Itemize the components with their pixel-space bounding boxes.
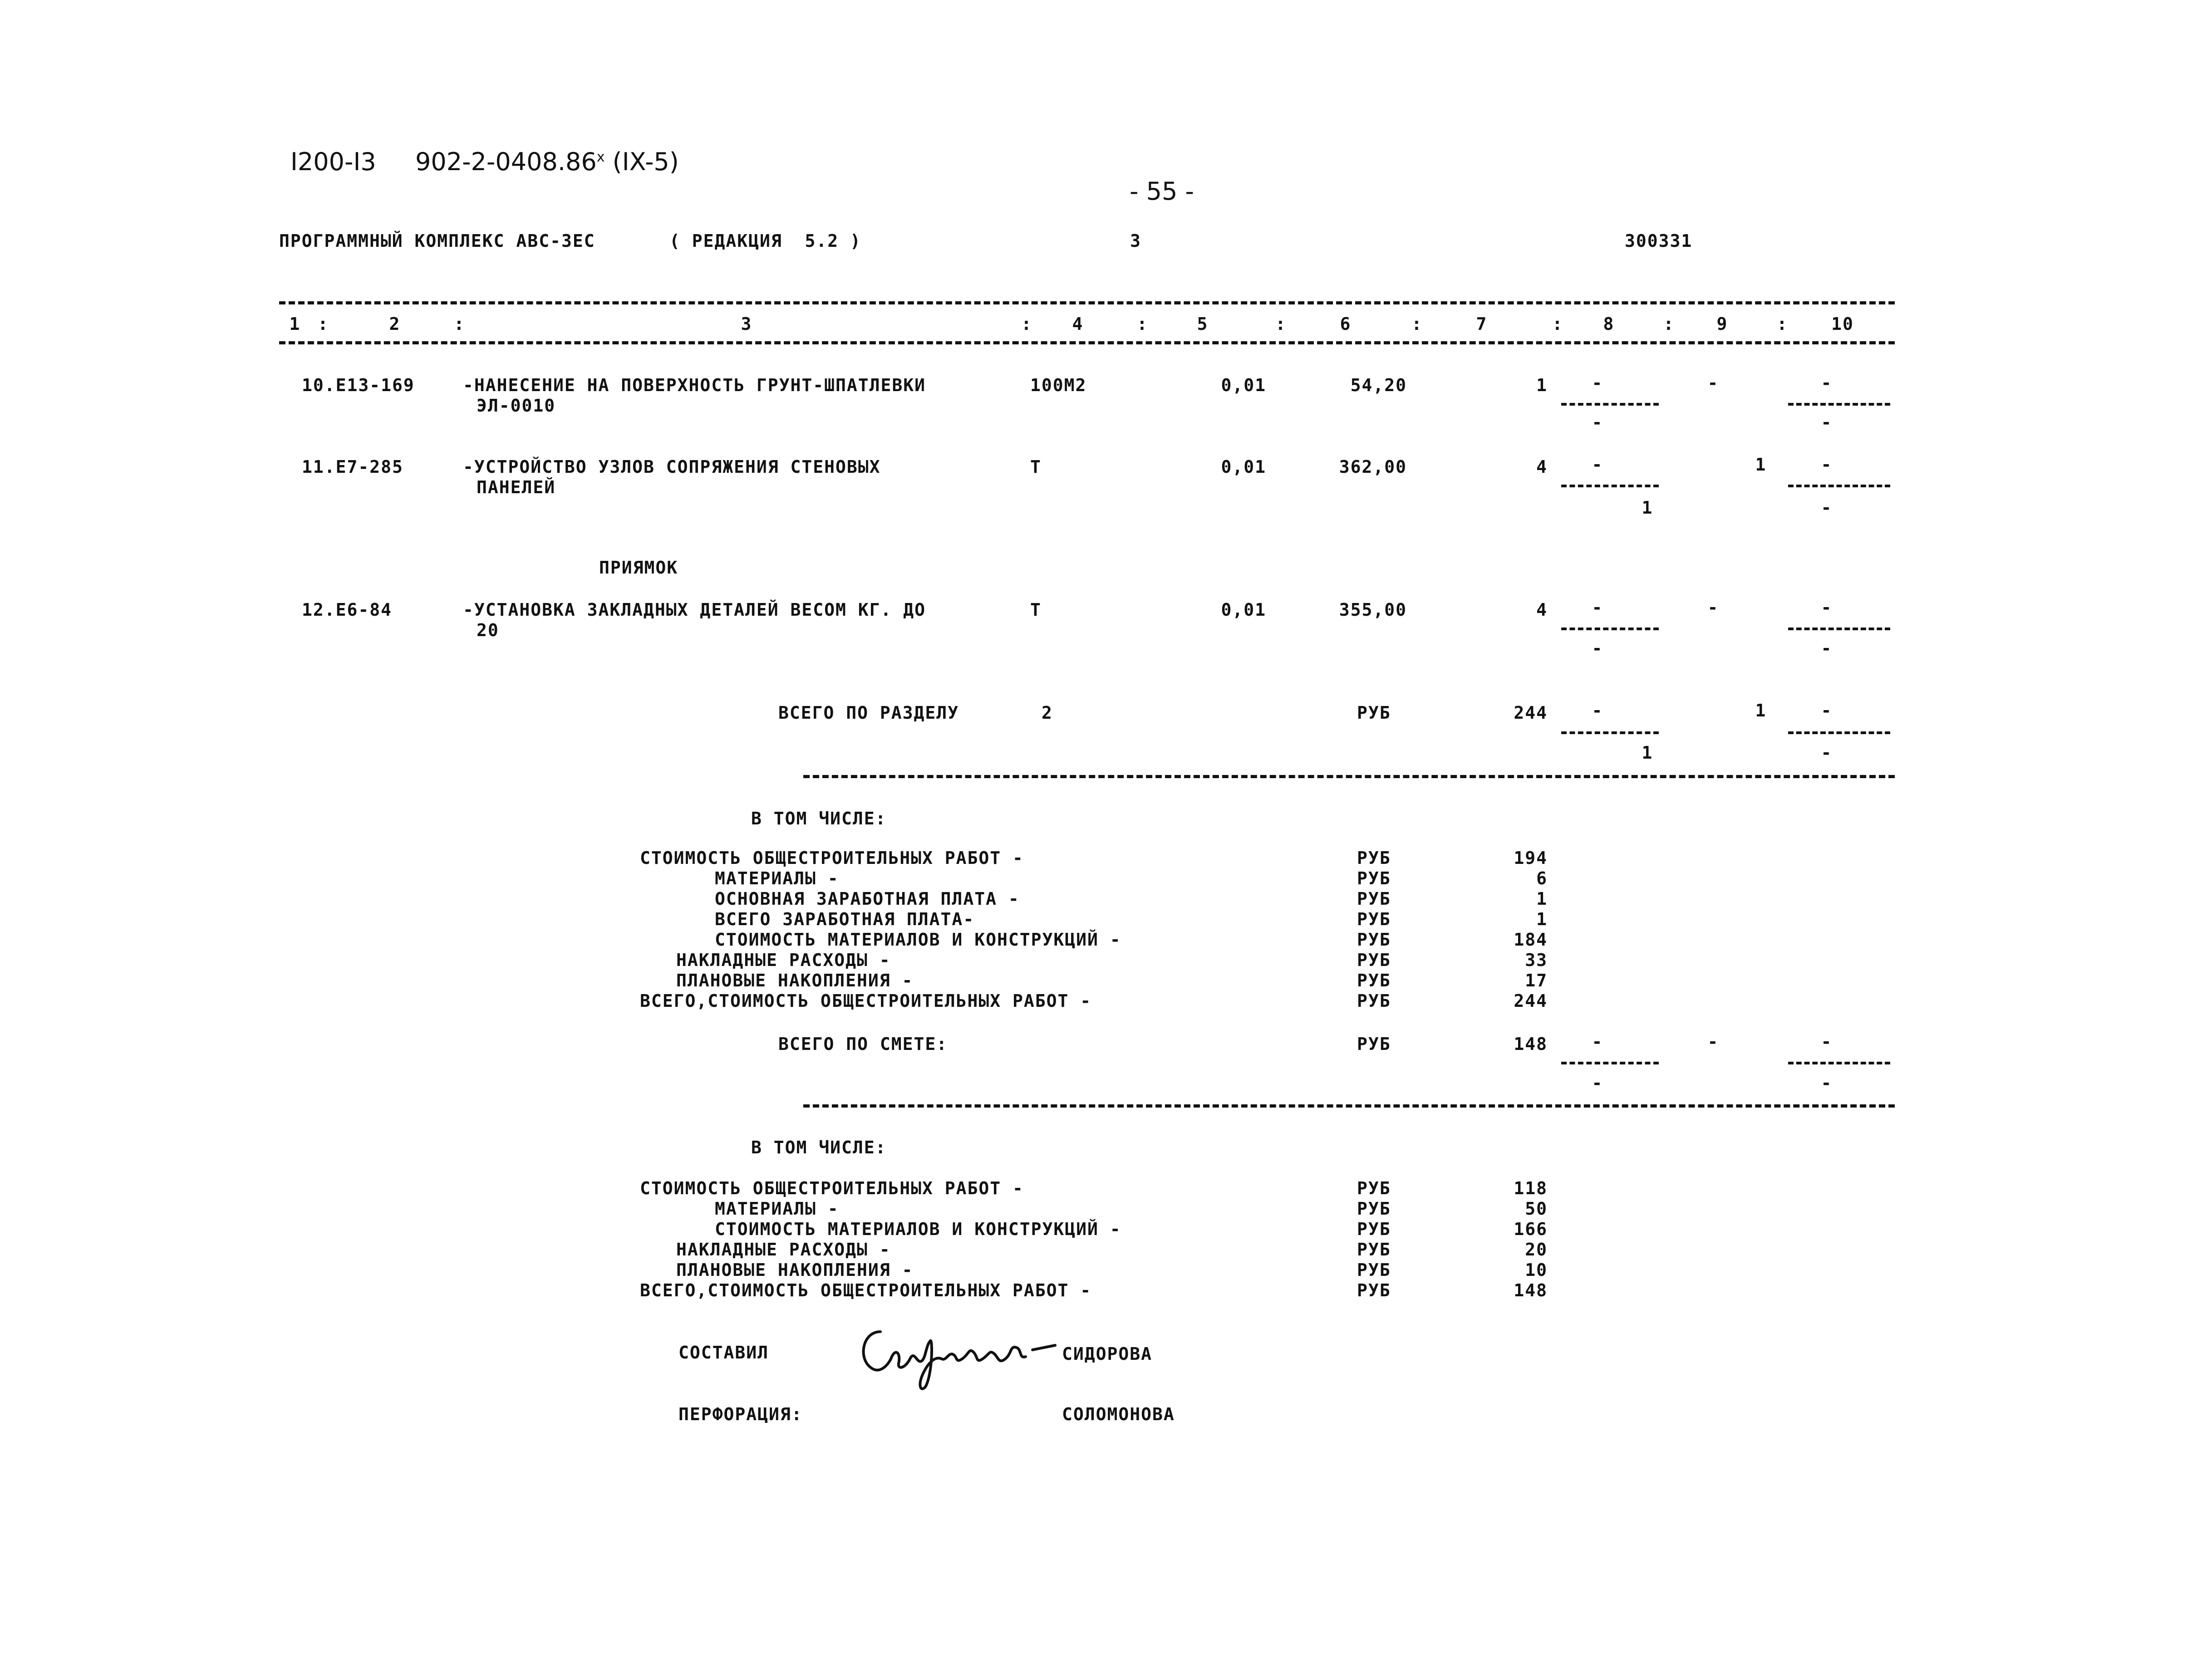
breakdown-label: ОСНОВНАЯ ЗАРАБОТНАЯ ПЛАТА - (715, 889, 1020, 909)
breakdown-label: ВСЕГО ЗАРАБОТНАЯ ПЛАТА- (715, 909, 975, 929)
col-4: 4 (1072, 314, 1084, 334)
section-total-rule (803, 775, 1895, 778)
estimate-total-col8-lower: - (1592, 1073, 1603, 1093)
table-top-rule (279, 301, 1895, 304)
item-code: 11.Е7-285 (302, 457, 403, 477)
fraction-rule (1561, 731, 1659, 734)
breakdown-label: СТОИМОСТЬ МАТЕРИАЛОВ И КОНСТРУКЦИЙ - (715, 930, 1121, 950)
breakdown-unit: РУБ (1357, 1280, 1391, 1300)
col-6: 6 (1340, 314, 1352, 334)
section-heading: ПРИЯМОК (599, 558, 678, 578)
section-total-num: 2 (1042, 703, 1053, 723)
item-description: -УСТАНОВКА ЗАКЛАДНЫХ ДЕТАЛЕЙ ВЕСОМ КГ. ДО (463, 600, 926, 620)
breakdown-value: 1 (1536, 909, 1548, 929)
perforation-name: СОЛОМОНОВА (1062, 1404, 1175, 1424)
section-total-unit: РУБ (1357, 703, 1391, 723)
compiled-name: СИДОРОВА (1062, 1344, 1153, 1364)
col-2: 2 (389, 314, 401, 334)
breakdown-label: НАКЛАДНЫЕ РАСХОДЫ - (676, 1240, 891, 1260)
item-description: ПАНЕЛЕЙ (477, 477, 556, 497)
breakdown-heading: В ТОМ ЧИСЛЕ: (751, 1137, 887, 1157)
program-edition: ( РЕДАКЦИЯ 5.2 ) (669, 231, 861, 251)
item-col8: - (1592, 598, 1603, 618)
estimate-total-label: ВСЕГО ПО СМЕТЕ: (778, 1034, 948, 1054)
breakdown-unit: РУБ (1357, 1199, 1391, 1219)
breakdown-unit: РУБ (1357, 909, 1391, 929)
fraction-rule (1788, 485, 1890, 487)
breakdown-label: ПЛАНОВЫЕ НАКОПЛЕНИЯ - (676, 1260, 914, 1280)
breakdown-label: МАТЕРИАЛЫ - (715, 1199, 839, 1219)
project-number: 902-2-0408.86$^x$ (IX-5) (415, 147, 679, 176)
item-col10-lower: - (1821, 638, 1833, 658)
item-col9: - (1707, 373, 1719, 393)
fraction-rule (1788, 731, 1890, 734)
item-col9: 1 (1755, 455, 1767, 475)
breakdown-unit: РУБ (1357, 971, 1391, 990)
breakdown-unit: РУБ (1357, 1178, 1391, 1198)
section-total-label: ВСЕГО ПО РАЗДЕЛУ (778, 703, 959, 723)
col-sep: : (1411, 314, 1423, 334)
breakdown-label: НАКЛАДНЫЕ РАСХОДЫ - (676, 950, 891, 970)
item-unit: Т (1030, 457, 1042, 477)
item-col7: 4 (1536, 457, 1548, 477)
breakdown-label: СТОИМОСТЬ МАТЕРИАЛОВ И КОНСТРУКЦИЙ - (715, 1219, 1121, 1239)
breakdown-unit: РУБ (1357, 1240, 1391, 1260)
breakdown-label: СТОИМОСТЬ ОБЩЕСТРОИТЕЛЬНЫХ РАБОТ - (640, 848, 1024, 868)
item-quantity: 0,01 (1221, 600, 1266, 620)
col-7: 7 (1476, 314, 1488, 334)
breakdown-unit: РУБ (1357, 868, 1391, 888)
section-total-col8-lower: 1 (1642, 743, 1653, 763)
col-sep: : (1663, 314, 1675, 334)
item-code: 12.Е6-84 (302, 600, 393, 620)
col-sep: : (1021, 314, 1032, 334)
breakdown-label: ПЛАНОВЫЕ НАКОПЛЕНИЯ - (676, 971, 914, 990)
section-total-col7: 244 (1514, 703, 1548, 723)
item-col10: - (1821, 455, 1833, 475)
col-sep: : (454, 314, 465, 334)
breakdown-value: 50 (1525, 1199, 1548, 1219)
fraction-rule (1788, 1062, 1890, 1064)
col-1: 1 (289, 314, 301, 334)
breakdown-value: 1 (1536, 889, 1548, 909)
section-total-col10-lower: - (1821, 743, 1833, 763)
breakdown-value: 148 (1514, 1280, 1548, 1300)
item-quantity: 0,01 (1221, 457, 1266, 477)
breakdown-unit: РУБ (1357, 991, 1391, 1011)
program-num: 3 (1130, 231, 1141, 251)
breakdown-value: 10 (1525, 1260, 1548, 1280)
estimate-total-col8: - (1592, 1032, 1603, 1052)
col-sep: : (1552, 314, 1563, 334)
table-header-rule (279, 341, 1895, 344)
estimate-total-col10: - (1821, 1032, 1833, 1052)
breakdown-label: ВСЕГО,СТОИМОСТЬ ОБЩЕСТРОИТЕЛЬНЫХ РАБОТ - (640, 991, 1092, 1011)
estimate-total-rule (803, 1104, 1895, 1108)
item-code: 10.Е13-169 (302, 375, 415, 395)
item-col9: - (1707, 598, 1719, 618)
fraction-rule (1561, 403, 1659, 406)
breakdown-unit: РУБ (1357, 1219, 1391, 1239)
item-description: 20 (477, 620, 499, 640)
breakdown-value: 33 (1525, 950, 1548, 970)
estimate-total-col9: - (1707, 1032, 1719, 1052)
fraction-rule (1788, 628, 1890, 630)
col-sep: : (1777, 314, 1788, 334)
breakdown-value: 166 (1514, 1219, 1548, 1239)
breakdown-value: 118 (1514, 1178, 1548, 1198)
breakdown-value: 17 (1525, 971, 1548, 990)
item-quantity: 0,01 (1221, 375, 1266, 395)
compiled-label: СОСТАВИЛ (678, 1343, 769, 1363)
item-col10-lower: - (1821, 498, 1833, 518)
fraction-rule (1561, 485, 1659, 487)
program-code: 300331 (1625, 231, 1693, 251)
item-description: ЭЛ-0010 (477, 396, 556, 416)
page-number: - 55 - (1129, 177, 1194, 206)
item-col8-lower: - (1592, 412, 1603, 432)
breakdown-unit: РУБ (1357, 889, 1391, 909)
breakdown-unit: РУБ (1357, 848, 1391, 868)
item-col10-lower: - (1821, 412, 1833, 432)
section-total-col8: - (1592, 701, 1603, 721)
breakdown-heading: В ТОМ ЧИСЛЕ: (751, 809, 887, 829)
breakdown-label: МАТЕРИАЛЫ - (715, 868, 839, 888)
item-col8-lower: 1 (1642, 498, 1653, 518)
fraction-rule (1561, 1062, 1659, 1064)
item-description: -НАНЕСЕНИЕ НА ПОВЕРХНОСТЬ ГРУНТ-ШПАТЛЕВКИ (463, 375, 926, 395)
breakdown-unit: РУБ (1357, 1260, 1391, 1280)
col-sep: : (318, 314, 329, 334)
item-price: 355,00 (1339, 600, 1407, 620)
section-total-col10: - (1821, 701, 1833, 721)
estimate-total-col7: 148 (1514, 1034, 1548, 1054)
sheet-code: I200-I3 (290, 147, 376, 176)
program-name: ПРОГРАММНЫЙ КОМПЛЕКС АВС-3ЕС (279, 231, 595, 251)
item-price: 54,20 (1350, 375, 1407, 395)
col-sep: : (1275, 314, 1287, 334)
breakdown-value: 20 (1525, 1240, 1548, 1260)
col-9: 9 (1716, 314, 1728, 334)
col-sep: : (1137, 314, 1148, 334)
fraction-rule (1788, 403, 1890, 406)
breakdown-value: 184 (1514, 930, 1548, 950)
col-5: 5 (1197, 314, 1209, 334)
item-unit: Т (1030, 600, 1042, 620)
item-col8: - (1592, 455, 1603, 475)
estimate-total-col10-lower: - (1821, 1073, 1833, 1093)
item-col8-lower: - (1592, 638, 1603, 658)
breakdown-label: ВСЕГО,СТОИМОСТЬ ОБЩЕСТРОИТЕЛЬНЫХ РАБОТ - (640, 1280, 1092, 1300)
breakdown-value: 194 (1514, 848, 1548, 868)
breakdown-value: 244 (1514, 991, 1548, 1011)
item-col10: - (1821, 598, 1833, 618)
section-total-col9: 1 (1755, 701, 1767, 721)
item-col8: - (1592, 373, 1603, 393)
estimate-total-unit: РУБ (1357, 1034, 1391, 1054)
item-unit: 100М2 (1030, 375, 1087, 395)
col-8: 8 (1603, 314, 1615, 334)
item-price: 362,00 (1339, 457, 1407, 477)
col-3: 3 (741, 314, 752, 334)
perforation-label: ПЕРФОРАЦИЯ: (678, 1404, 803, 1424)
breakdown-label: СТОИМОСТЬ ОБЩЕСТРОИТЕЛЬНЫХ РАБОТ - (640, 1178, 1024, 1198)
item-description: -УСТРОЙСТВО УЗЛОВ СОПРЯЖЕНИЯ СТЕНОВЫХ (463, 457, 881, 477)
item-col10: - (1821, 373, 1833, 393)
item-col7: 4 (1536, 600, 1548, 620)
col-10: 10 (1831, 314, 1854, 334)
item-col7: 1 (1536, 375, 1548, 395)
fraction-rule (1561, 628, 1659, 630)
breakdown-value: 6 (1536, 868, 1548, 888)
signature-icon (853, 1314, 1071, 1395)
breakdown-unit: РУБ (1357, 930, 1391, 950)
breakdown-unit: РУБ (1357, 950, 1391, 970)
